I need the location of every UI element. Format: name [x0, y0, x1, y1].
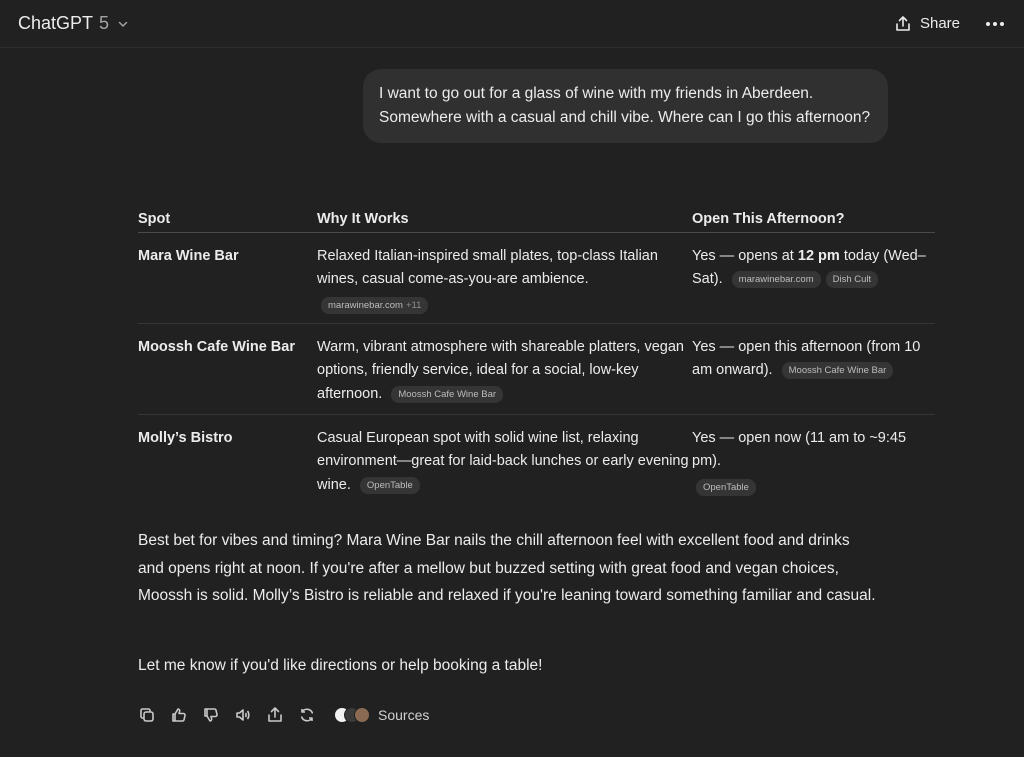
- regenerate-icon: [298, 706, 316, 724]
- thumbs-down-icon: [202, 706, 220, 724]
- more-dot-icon: [993, 22, 997, 26]
- open-cell: [692, 336, 935, 414]
- why-text: Relaxed Italian-inspired small plates, top-class Italian wines, casual come-as-you-are ambience.: [317, 248, 658, 288]
- spot-name: Mara Wine Bar: [138, 248, 239, 264]
- open-cell: [692, 427, 935, 504]
- citation-chip[interactable]: OpenTable: [696, 479, 756, 496]
- citation-chip[interactable]: marawinebar.com: [732, 271, 821, 288]
- top-actions: [894, 15, 1008, 33]
- closing-paragraph: Let me know if you'd like directions or help booking a table!: [138, 657, 543, 674]
- sources-button[interactable]: [334, 707, 429, 723]
- why-text: Warm, vibrant atmosphere with shareable platters, vegan options, friendly service, ideal for a social, low-key afternoon.: [317, 339, 684, 402]
- citation-chip-label: marawinebar.com: [328, 299, 403, 311]
- top-bar: [0, 0, 1024, 48]
- read-aloud-button[interactable]: [234, 703, 266, 727]
- spot-name: Molly’s Bistro: [138, 430, 233, 446]
- why-cell: [317, 336, 692, 414]
- share-icon: [266, 706, 284, 724]
- open-text-bold: 12 pm: [797, 248, 840, 264]
- spot-name: Moossh Cafe Wine Bar: [138, 339, 295, 355]
- model-version: 5: [99, 13, 110, 33]
- model-name: ChatGPT: [18, 13, 94, 33]
- why-cell: [317, 245, 692, 323]
- citation-line: [317, 294, 692, 317]
- table-row: [138, 415, 935, 504]
- share-button[interactable]: [894, 15, 960, 33]
- share-icon: [894, 15, 912, 33]
- why-text: Casual European spot with solid wine list, relaxing environment—great for laid-back lunches or early evening wine.: [317, 430, 689, 493]
- share-label: Share: [919, 15, 960, 32]
- model-selector[interactable]: [18, 13, 129, 34]
- user-message-bubble: I want to go out for a glass of wine with my friends in Aberdeen. Somewhere with a casual and chill vibe. Where can I go this afternoon?: [363, 69, 888, 143]
- citation-chip[interactable]: Moossh Cafe Wine Bar: [391, 386, 503, 403]
- copy-icon: [138, 706, 156, 724]
- table-header-open: Open This Afternoon?: [692, 211, 845, 227]
- citation-chip[interactable]: Moossh Cafe Wine Bar: [782, 362, 894, 379]
- bad-response-button[interactable]: [202, 703, 234, 727]
- open-text-post: today (Wed–Sat).: [692, 248, 926, 288]
- table-row: [138, 324, 935, 415]
- recommendations-table: [138, 205, 935, 504]
- share-response-button[interactable]: [266, 703, 298, 727]
- citation-line: [692, 476, 935, 499]
- regenerate-button[interactable]: [298, 703, 330, 727]
- read-aloud-icon: [234, 706, 252, 724]
- thumbs-up-icon: [170, 706, 188, 724]
- open-text-pre: Yes — opens at: [692, 248, 798, 264]
- more-options-button[interactable]: [982, 18, 1008, 30]
- citation-chip[interactable]: [321, 297, 428, 314]
- chevron-down-icon: [117, 18, 129, 30]
- table-header-row: [138, 205, 935, 233]
- source-favicon-icon: [354, 707, 370, 723]
- copy-button[interactable]: [138, 703, 170, 727]
- open-cell: [692, 245, 935, 323]
- why-cell: [317, 427, 692, 504]
- more-dot-icon: [986, 22, 990, 26]
- citation-count: +11: [405, 299, 422, 311]
- open-text: Yes — open now (11 am to ~9:45 pm).: [692, 430, 907, 470]
- summary-paragraph: Best bet for vibes and timing? Mara Wine Bar nails the chill afternoon feel with excellent food and drinks and opens right at noon. If you're after a mellow but buzzed setting with great food and vegan choices, Moossh is solid. Molly’s Bistro is reliable and relaxed if you're leaning toward something familiar and casual.: [138, 532, 876, 604]
- sources-label: Sources: [378, 707, 430, 723]
- table-header-spot: Spot: [138, 211, 171, 227]
- citation-chip[interactable]: OpenTable: [360, 477, 420, 494]
- table-header-why: Why It Works: [317, 211, 409, 227]
- message-actions: [138, 703, 429, 727]
- table-row: [138, 233, 935, 324]
- open-text: Yes — open this afternoon (from 10 am onward).: [692, 339, 921, 379]
- more-dot-icon: [1000, 22, 1004, 26]
- good-response-button[interactable]: [170, 703, 202, 727]
- citation-chip[interactable]: Dish Cult: [826, 271, 879, 288]
